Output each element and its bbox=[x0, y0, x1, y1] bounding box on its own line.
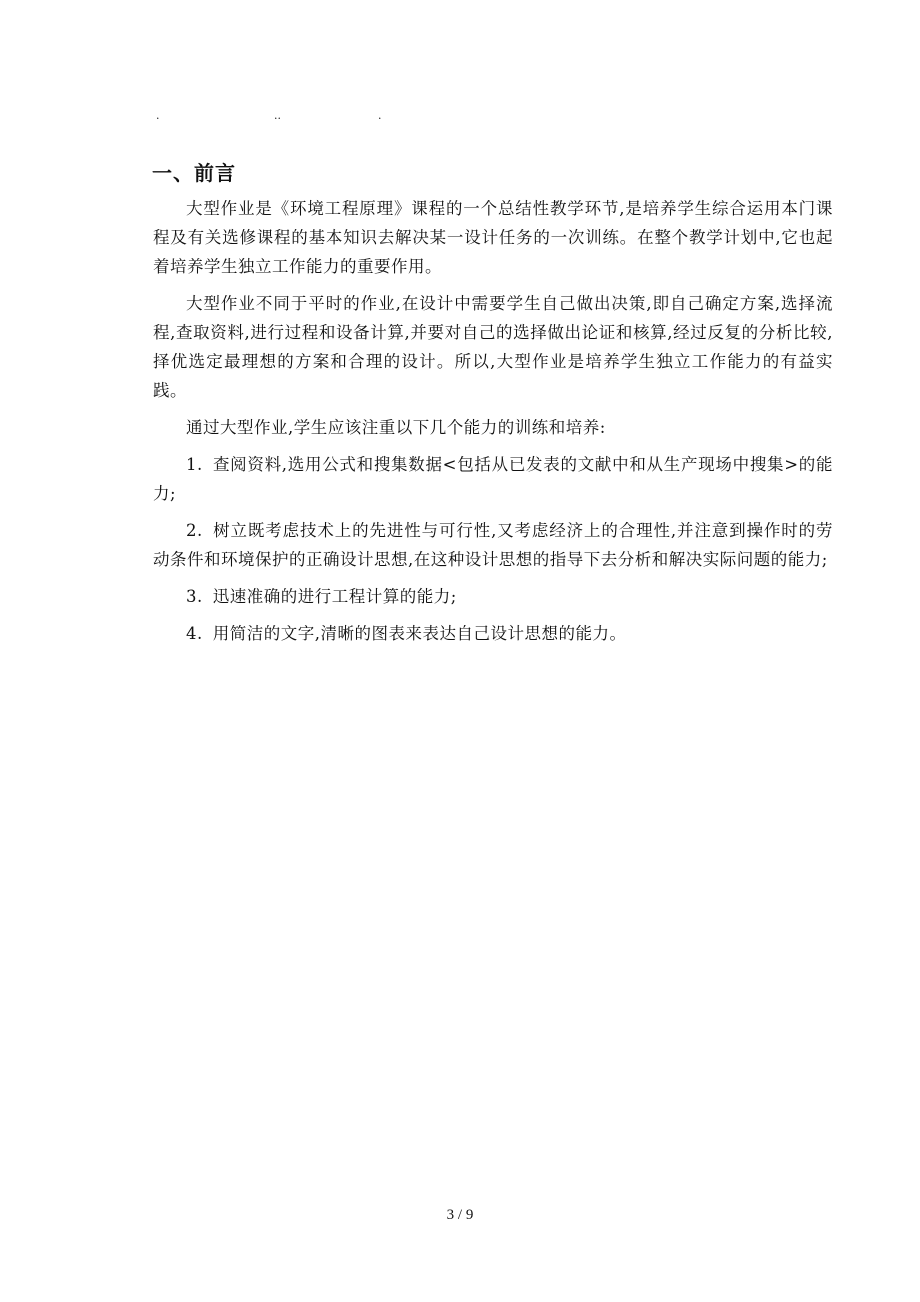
list-item bbox=[153, 582, 833, 611]
paragraph: 大型作业不同于平时的作业,在设计中需要学生自己做出决策,即自己确定方案,选择流程,查取资料,进行过程和设备计算,并要对自己的选择做出论证和核算,经过反复的分析比较,择优选定最理想的方案和合理的设计。所以,大型作业是培养学生独立工作能力的有益实践。 bbox=[153, 294, 833, 400]
paragraph: 大型作业是《环境工程原理》课程的一个总结性教学环节,是培养学生综合运用本门课程及有关选修课程的基本知识去解决某一设计任务的一次训练。在整个教学计划中,它也起着培养学生独立工作能力的重要作用。 bbox=[153, 199, 833, 276]
list-item-text: 用简洁的文字,清晰的图表来表达自己设计思想的能力。 bbox=[212, 624, 627, 643]
list-item bbox=[153, 619, 833, 648]
list-item-text: 迅速准确的进行工程计算的能力; bbox=[212, 587, 457, 606]
list-item-number: 1. bbox=[186, 455, 203, 474]
section-heading: 一、前言 bbox=[152, 161, 236, 185]
header-mark: · bbox=[378, 112, 382, 125]
paragraph: 通过大型作业,学生应该注重以下几个能力的训练和培养: bbox=[186, 418, 606, 437]
list-item bbox=[153, 516, 833, 574]
header-mark: ·· bbox=[274, 112, 281, 125]
list-item-text: 树立既考虑技术上的先进性与可行性,又考虑经济上的合理性,并注意到操作时的劳动条件和环境保护的正确设计思想,在这种设计思想的指导下去分析和解决实际问题的能力; bbox=[153, 521, 833, 569]
list-item-number: 3. bbox=[186, 587, 203, 606]
document-body bbox=[153, 194, 833, 656]
header-mark: · bbox=[156, 112, 160, 125]
list-item-number: 2. bbox=[186, 521, 203, 540]
list-item-number: 4. bbox=[186, 624, 203, 643]
page-number: 3 / 9 bbox=[446, 1207, 474, 1223]
list-item-text: 查阅资料,选用公式和搜集数据<包括从已发表的文献中和从生产现场中搜集>的能力; bbox=[153, 455, 833, 503]
header-marks bbox=[156, 113, 396, 127]
list-item bbox=[153, 450, 833, 508]
